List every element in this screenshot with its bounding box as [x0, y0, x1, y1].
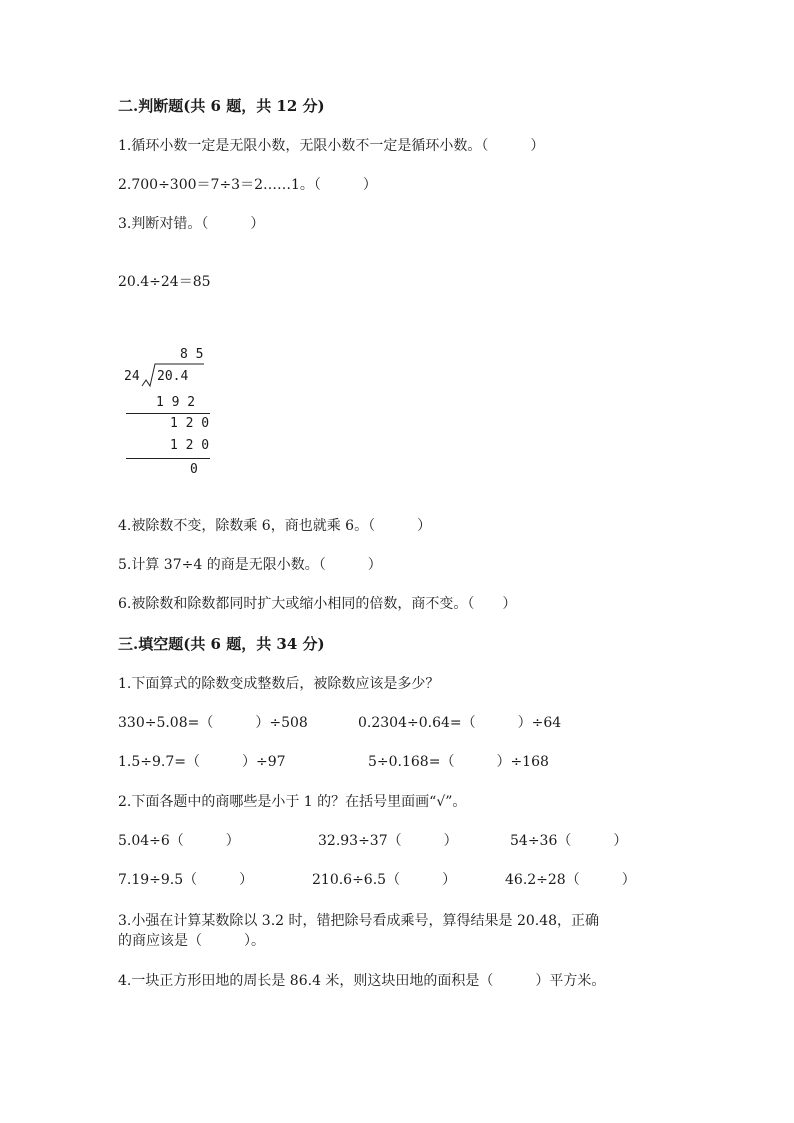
question-2-5: 5.计算 37÷4 的商是无限小数。（ ） — [118, 557, 382, 573]
question-3-2-f: 46.2÷28（ ） — [505, 872, 636, 888]
question-3-2-e: 210.6÷6.5（ ） — [312, 872, 457, 888]
question-3-2-a: 5.04÷6（ ） — [118, 833, 240, 849]
question-3-1-b: 0.2304÷0.64=（ ）÷64 — [358, 715, 562, 731]
division-rule-1 — [126, 413, 210, 414]
question-2-3: 3.判断对错。（ ） — [118, 216, 265, 232]
question-2-3-expression: 20.4÷24＝85 — [118, 274, 211, 290]
question-2-4: 4.被除数不变，除数乘 6，商也就乘 6。（ ） — [118, 518, 432, 534]
question-2-2: 2.700÷300＝7÷3＝2……1。（ ） — [118, 177, 377, 193]
question-2-1: 1.循环小数一定是无限小数，无限小数不一定是循环小数。（ ） — [118, 138, 545, 154]
division-dividend: 20.4 — [157, 369, 189, 384]
question-2-6: 6.被除数和除数都同时扩大或缩小相同的倍数，商不变。（ ） — [118, 596, 517, 612]
section-two-title: 二.判断题(共 6 题，共 12 分) — [118, 97, 325, 115]
division-divisor: 24 — [124, 369, 140, 384]
division-step-3: 1 2 0 — [170, 438, 210, 453]
question-3-4: 4.一块正方形田地的周长是 86.4 米，则这块田地的面积是（ ）平方米。 — [118, 973, 606, 989]
question-3-1-a: 330÷5.08=（ ）÷508 — [118, 715, 308, 731]
division-step-1: 1 9 2 — [156, 395, 196, 410]
division-remainder: 0 — [190, 462, 198, 477]
question-3-1: 1.下面算式的除数变成整数后，被除数应该是多少？ — [118, 676, 440, 692]
question-3-1-c: 1.5÷9.7=（ ）÷97 — [118, 754, 286, 770]
question-3-2: 2.下面各题中的商哪些是小于 1 的？在括号里面画“√”。 — [118, 794, 467, 810]
question-3-2-c: 54÷36（ ） — [510, 833, 628, 849]
division-step-2: 1 2 0 — [170, 416, 210, 431]
question-3-3-line-2: 的商应该是（ ）。 — [118, 933, 265, 949]
division-quotient: 8 5 — [180, 347, 204, 362]
question-3-1-d: 5÷0.168=（ ）÷168 — [368, 754, 549, 770]
long-division-figure — [118, 340, 228, 480]
question-3-2-b: 32.93÷37（ ） — [318, 833, 458, 849]
section-three-title: 三.填空题(共 6 题，共 34 分) — [118, 635, 325, 653]
question-3-2-d: 7.19÷9.5（ ） — [118, 872, 254, 888]
division-rule-2 — [126, 458, 210, 459]
question-3-3-line-1: 3.小强在计算某数除以 3.2 时，错把除号看成乘号，算得结果是 20.48，正确 — [118, 913, 600, 929]
